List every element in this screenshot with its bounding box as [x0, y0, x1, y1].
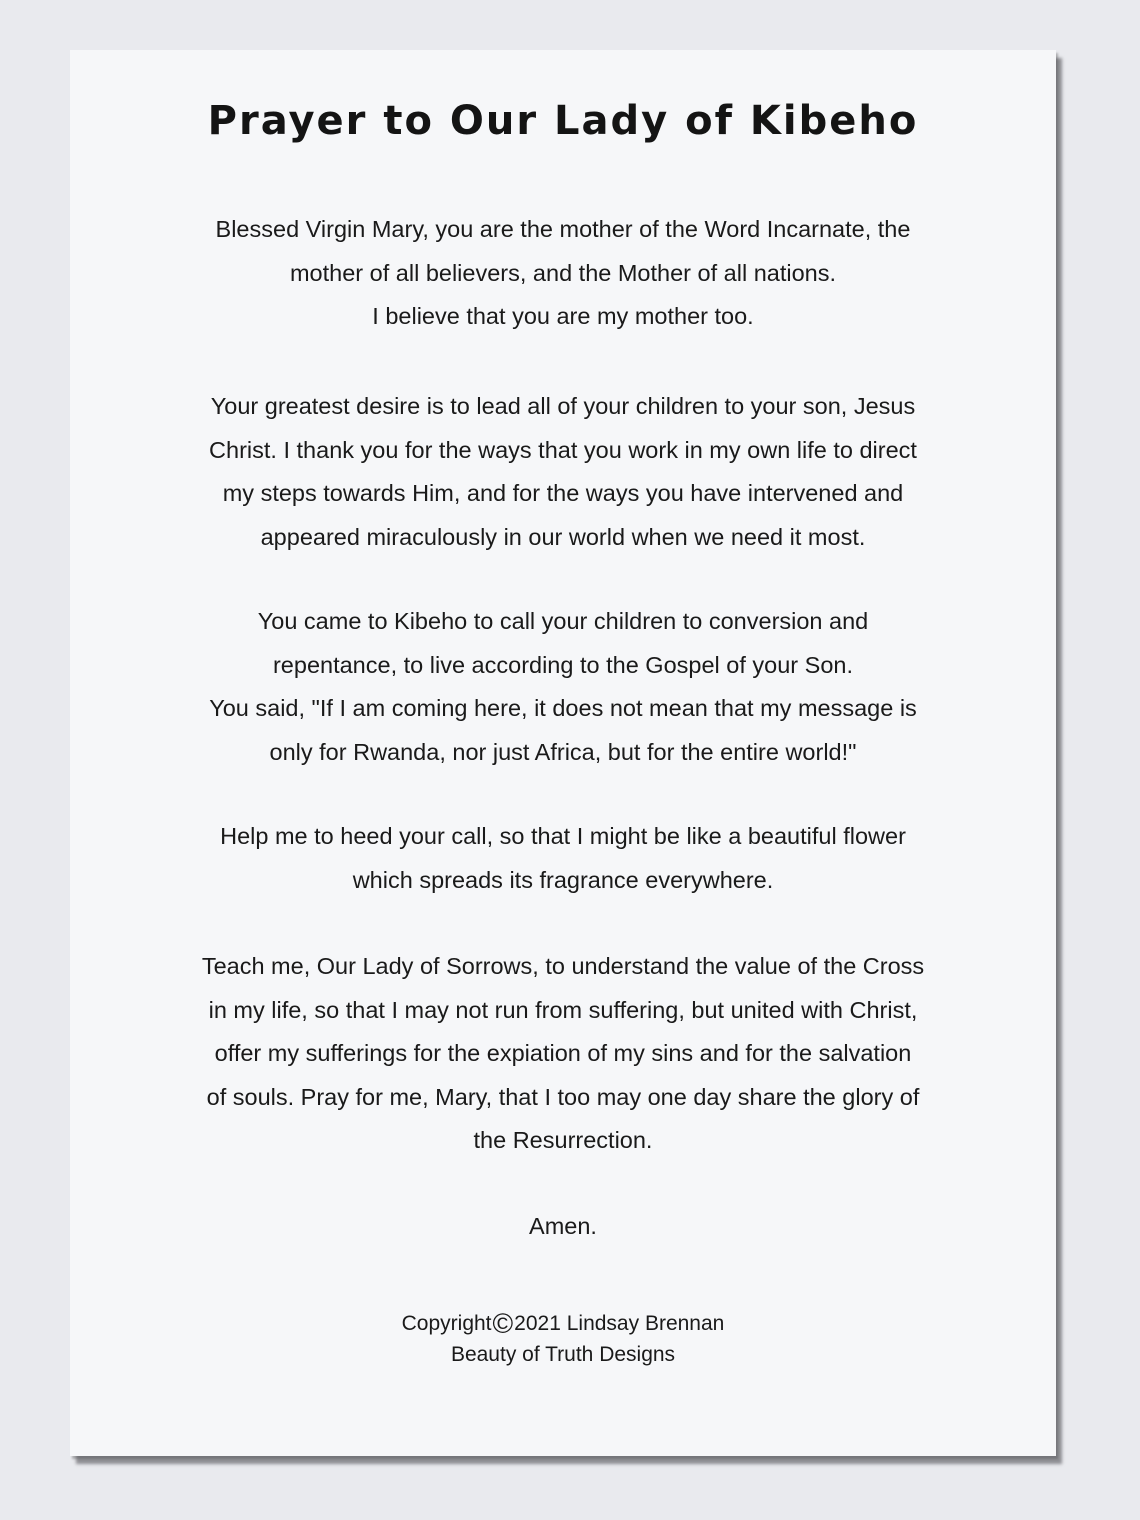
paragraph-line: my steps towards Him, and for the ways you have intervened and	[222, 480, 904, 506]
paragraph-line: repentance, to live according to the Gospel of your Son.	[272, 651, 854, 678]
paragraph-5	[150, 945, 976, 1163]
paragraph-line: the Resurrection.	[473, 1127, 653, 1153]
paragraph-4	[150, 815, 976, 902]
paragraph-line: only for Rwanda, nor just Africa, but for the entire world!"	[269, 738, 857, 765]
paragraph-line: You came to Kibeho to call your children to conversion and	[257, 608, 869, 634]
paragraph-2	[150, 385, 976, 559]
copyright-block	[70, 1308, 1056, 1370]
paragraph-line: offer my sufferings for the expiation of my sins and for the salvation	[214, 1040, 912, 1066]
paragraph-line: Help me to heed your call, so that I might be like a beautiful flower	[220, 823, 906, 849]
paragraph-1	[150, 208, 976, 339]
copyright-prefix: Copyright	[401, 1312, 492, 1335]
copyright-line	[70, 1308, 1056, 1339]
prayer-title: Prayer to Our Lady of Kibeho	[207, 98, 919, 144]
paragraph-line: Christ. I thank you for the ways that you work in my own life to direct	[209, 436, 917, 463]
paragraph-line: which spreads its fragrance everywhere.	[352, 866, 774, 893]
paragraph-line: Your greatest desire is to lead all of your children to your son, Jesus	[210, 393, 916, 419]
paragraph-line: appeared miraculously in our world when we need it most.	[260, 523, 866, 550]
copyright-owner: 2021 Lindsay Brennan	[514, 1312, 725, 1335]
paragraph-3	[150, 600, 976, 774]
paragraph-line: I believe that you are my mother too.	[372, 303, 754, 329]
prayer-card	[70, 50, 1056, 1456]
paragraph-line: of souls. Pray for me, Mary, that I too may one day share the glory of	[206, 1083, 920, 1110]
copyright-icon: ©	[492, 1308, 514, 1339]
paragraph-line: Blessed Virgin Mary, you are the mother of the Word Incarnate, the	[215, 216, 911, 242]
paragraph-line: in my life, so that I may not run from suffering, but united with Christ,	[208, 996, 918, 1023]
amen	[150, 1205, 976, 1249]
paragraph-line: You said, "If I am coming here, it does not mean that my message is	[209, 695, 917, 721]
paragraph-line: Amen.	[529, 1213, 597, 1239]
paragraph-line: Teach me, Our Lady of Sorrows, to understand the value of the Cross	[201, 953, 925, 979]
paragraph-line: mother of all believers, and the Mother of all nations.	[289, 259, 837, 286]
company-name: Beauty of Truth Designs	[450, 1343, 676, 1366]
